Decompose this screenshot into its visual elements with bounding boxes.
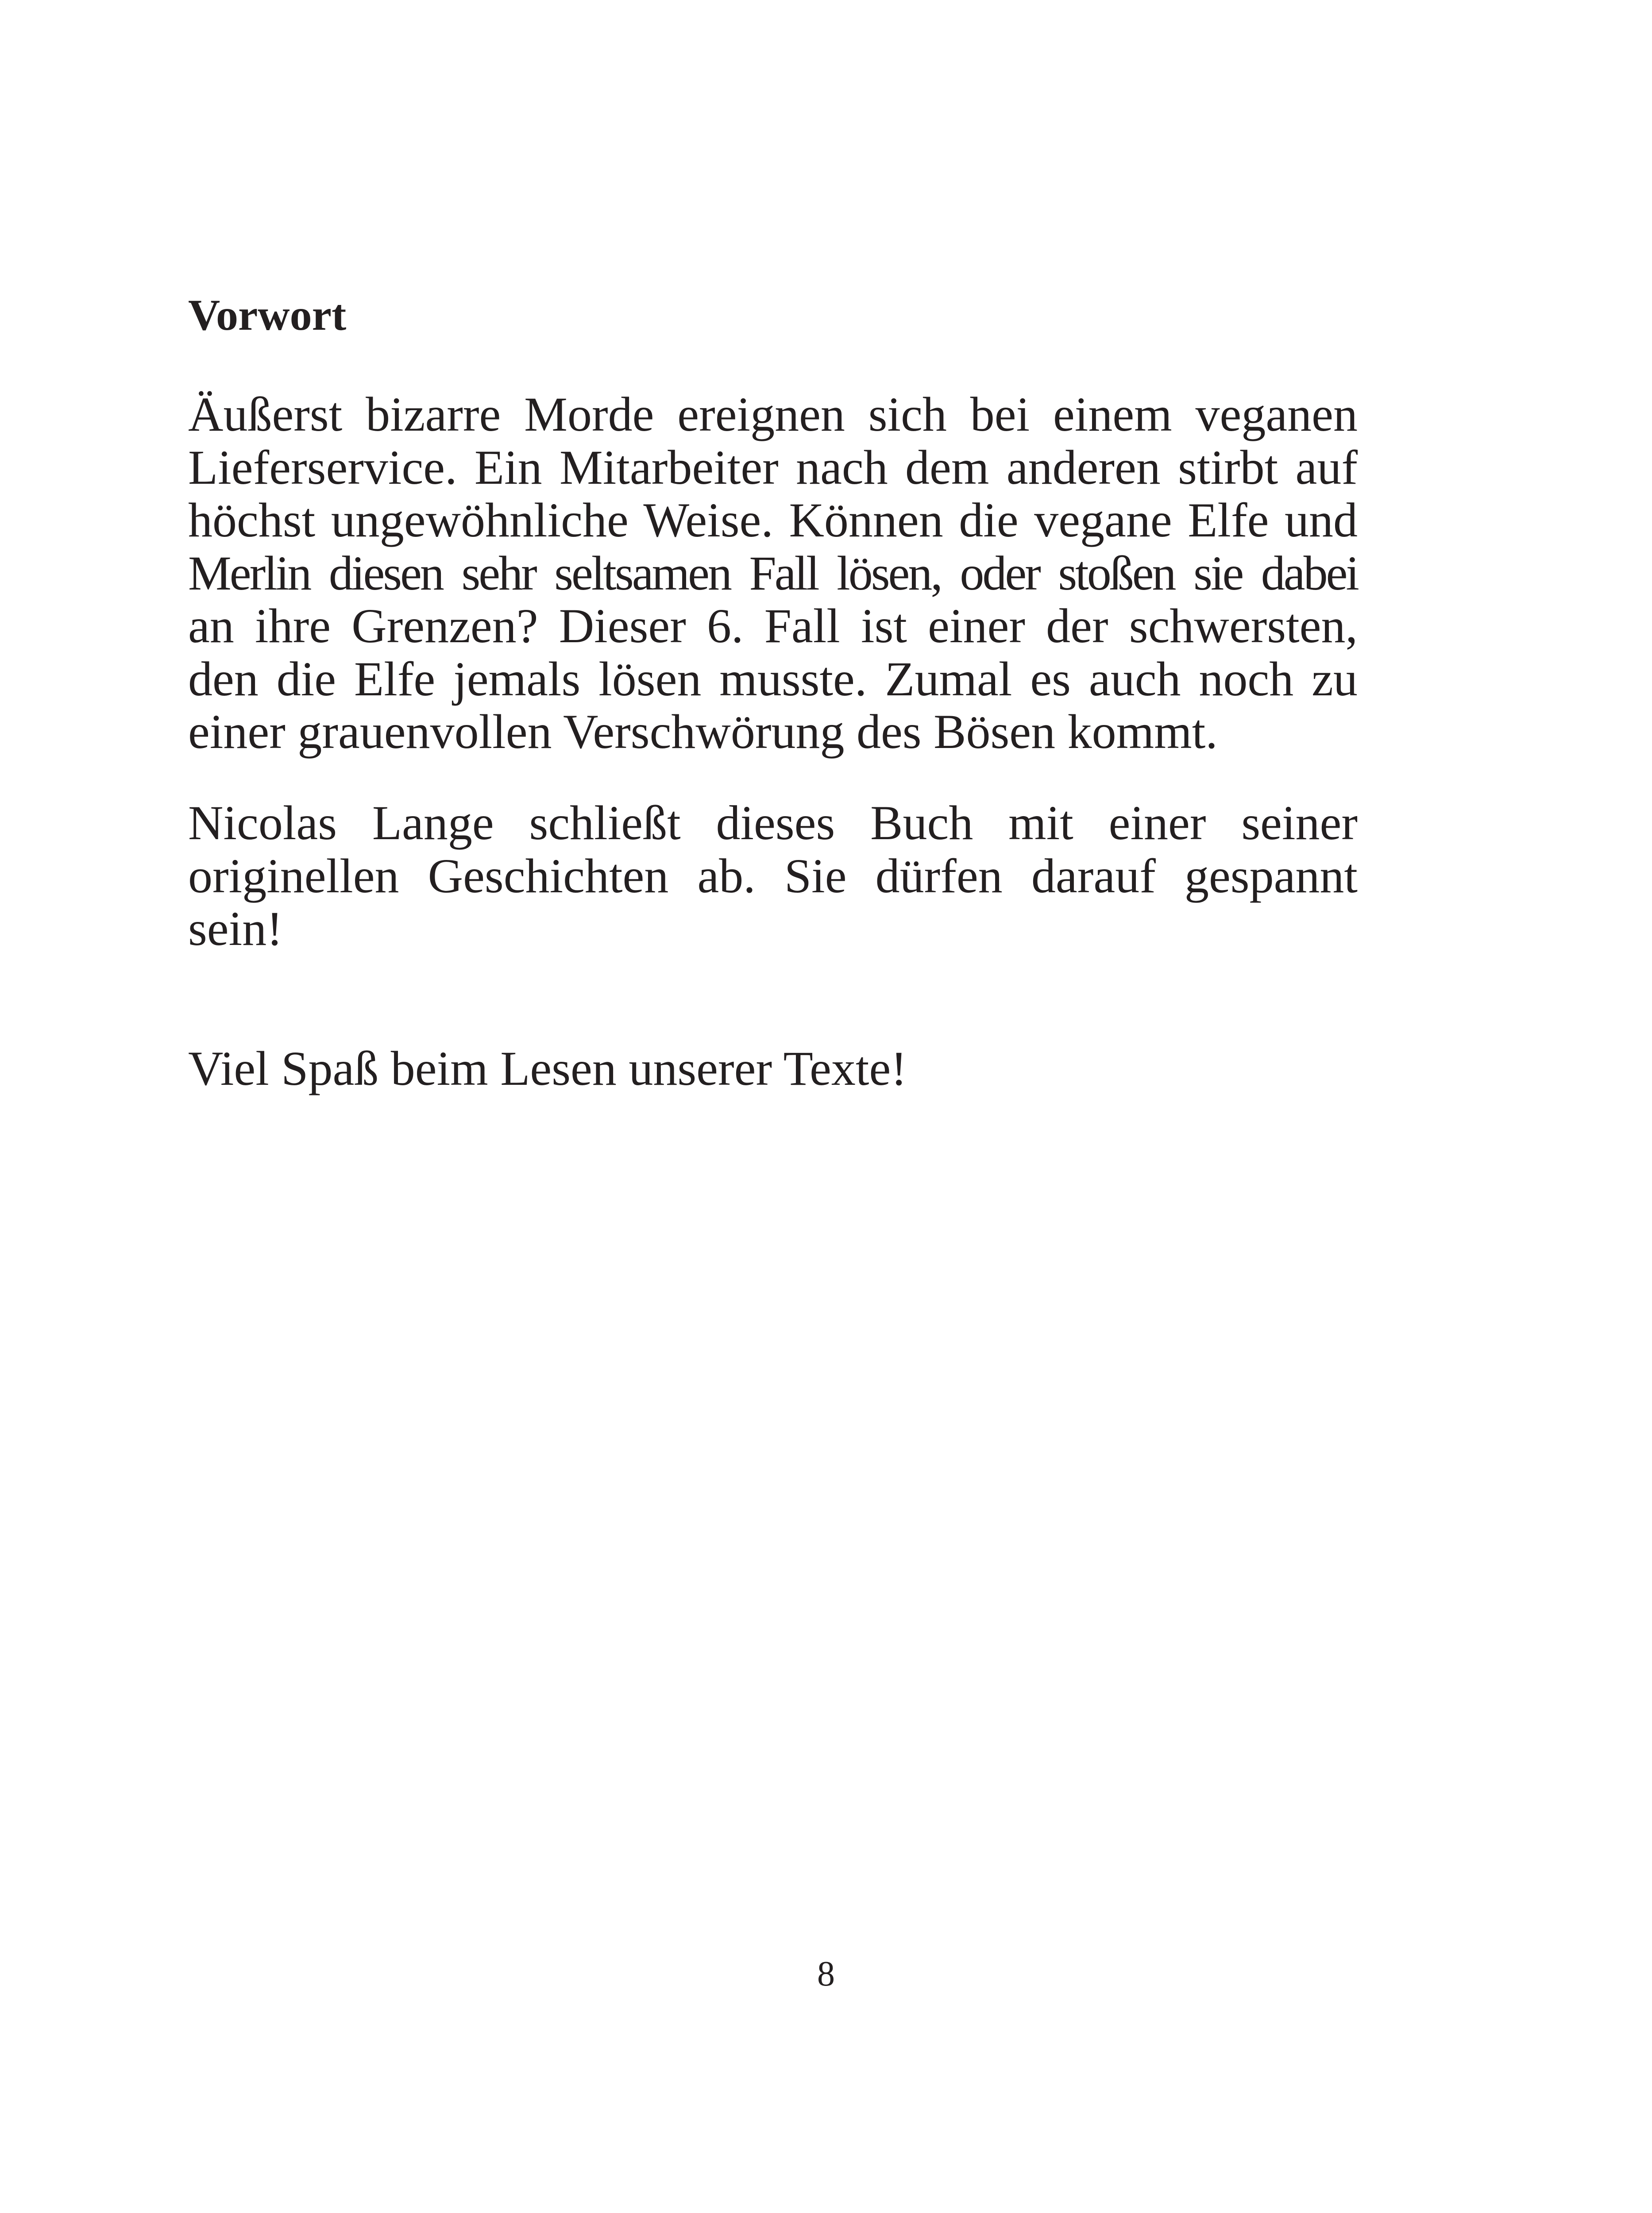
paragraph-closing [188,1042,1358,1095]
paragraph-line: Merlin diesen sehr seltsamen Fall lösen, oder stoßen sie dabei [188,546,1358,600]
page-number: 8 [817,1955,835,1993]
paragraph-intro [188,388,1358,759]
paragraph-line: höchst ungewöhnliche Weise. Können die vegane Elfe und [188,493,1358,547]
paragraph-line: den die Elfe jemals lösen musste. Zumal es auch noch zu [188,652,1358,706]
paragraph-line: an ihre Grenzen? Dieser 6. Fall ist einer der schwersten, [188,599,1358,653]
chapter-heading: Vorwort [188,290,347,339]
paragraph-line: Viel Spaß beim Lesen unserer Texte! [188,1041,907,1095]
paragraph-line: originellen Geschichten ab. Sie dürfen darauf gespannt [188,848,1358,903]
paragraph-line: einer grauenvollen Verschwörung des Bösen kommt. [188,705,1218,759]
paragraph-line: Äußerst bizarre Morde ereignen sich bei einem veganen [188,387,1358,441]
paragraph-author [188,797,1358,956]
paragraph-line: Lieferservice. Ein Mitarbeiter nach dem anderen stirbt auf [188,440,1358,494]
paragraph-line: sein! [188,902,283,956]
paragraph-line: Nicolas Lange schließt dieses Buch mit einer seiner [188,796,1358,850]
